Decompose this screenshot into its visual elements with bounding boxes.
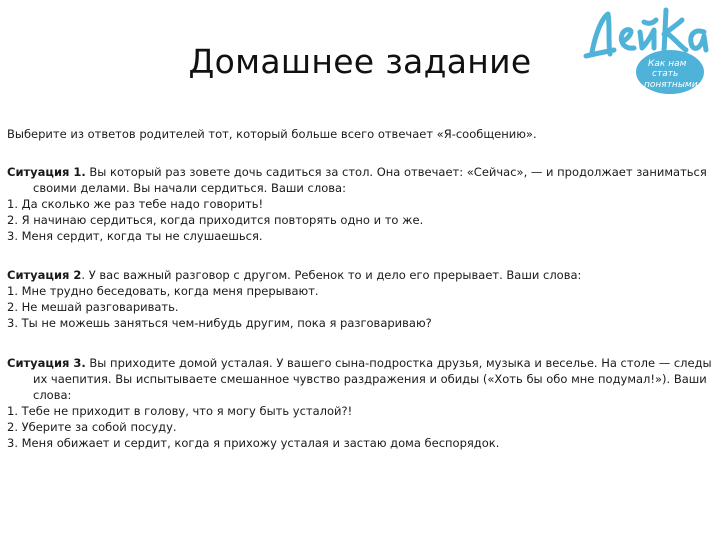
situation-2-option-2: 2. Не мешай разговаривать. bbox=[7, 300, 179, 314]
situation-2-option-3: 3. Ты не можешь заняться чем‑нибудь другим, пока я разговариваю? bbox=[7, 316, 432, 330]
situation-2-text: . У вас важный разговор с другом. Ребенок то и дело его прерывает. Ваши слова: bbox=[81, 268, 582, 282]
svg-text:понятными: понятными bbox=[644, 80, 698, 90]
intro-text: Выберите из ответов родителей тот, который больше всего отвечает «Я‑сообщению». bbox=[7, 127, 537, 141]
situation-3 bbox=[7, 355, 713, 451]
page-title: Домашнее задание bbox=[188, 42, 532, 81]
situation-1-option-2: 2. Я начинаю сердиться, когда приходится повторять одно и то же. bbox=[7, 213, 424, 227]
situation-1-option-3: 3. Меня сердит, когда ты не слушаешься. bbox=[7, 229, 263, 243]
situation-2 bbox=[7, 267, 713, 331]
situation-3-label: Ситуация 3. bbox=[7, 356, 86, 370]
leika-logo bbox=[578, 2, 716, 98]
situation-3-description bbox=[7, 355, 713, 403]
situation-3-option-2: 2. Уберите за собой посуду. bbox=[7, 420, 177, 434]
situation-1-description bbox=[7, 164, 713, 196]
situation-1-option-1: 1. Да сколько же раз тебе надо говорить! bbox=[7, 197, 264, 211]
situation-1-text: Вы который раз зовете дочь садиться за стол. Она отвечает: «Сейчас», — и продолжает заниматься своими делами. Вы начали сердиться. Ваши слова: bbox=[33, 165, 707, 195]
situation-3-option-1: 1. Тебе не приходит в голову, что я могу быть усталой?! bbox=[7, 404, 353, 418]
situation-2-option-1: 1. Мне трудно беседовать, когда меня прерывают. bbox=[7, 284, 319, 298]
svg-text:Как нам: Как нам bbox=[648, 59, 687, 69]
svg-text:стать: стать bbox=[652, 69, 679, 79]
situation-2-description bbox=[7, 267, 713, 283]
situation-1-label: Ситуация 1. bbox=[7, 165, 86, 179]
situation-3-text: Вы приходите домой усталая. У вашего сына‑подростка друзья, музыка и веселье. На столе — следы их чаепития. Вы испытываете смешанное чувство раздражения и обиды («Хоть бы обо мне подумал!»). Ваши слова: bbox=[33, 356, 712, 402]
situation-3-option-3: 3. Меня обижает и сердит, когда я прихожу усталая и застаю дома беспорядок. bbox=[7, 436, 500, 450]
situation-2-label: Ситуация 2 bbox=[7, 268, 82, 282]
situation-1 bbox=[7, 164, 713, 244]
